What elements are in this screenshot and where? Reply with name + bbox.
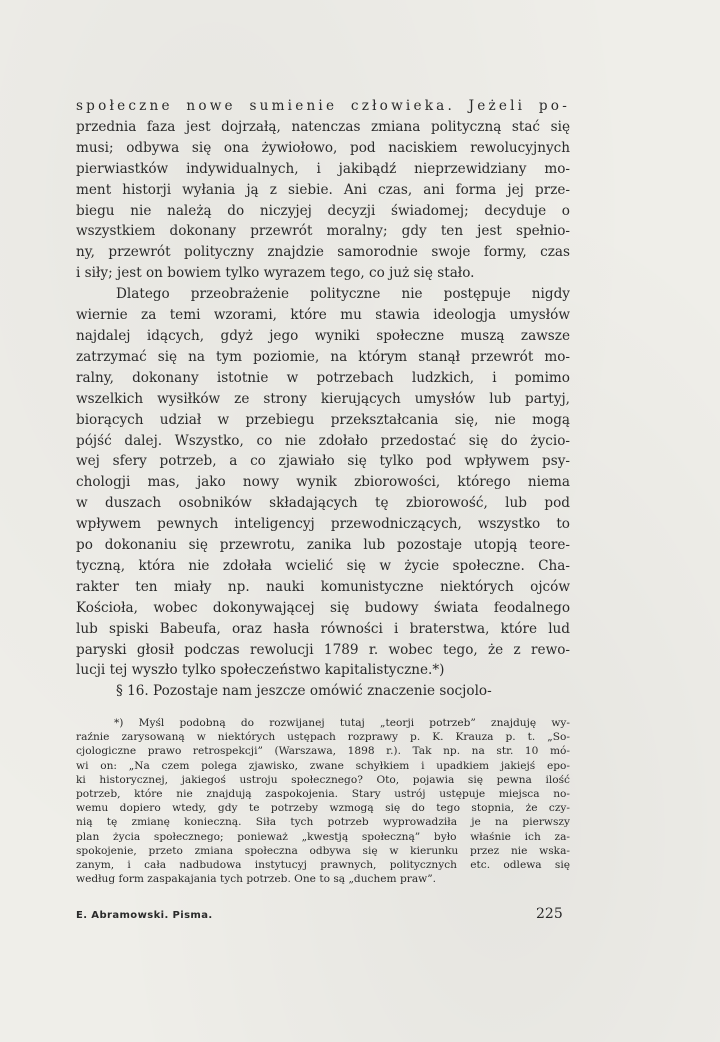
footnote-line: *) Myśl podobną do rozwijanej tutaj „teorji potrzeb” znajduję wy- (114, 717, 570, 729)
text-line: wiernie za temi wzorami, które mu stawia ideologja umysłów (76, 307, 570, 324)
text-line: ralny, dokonany istotnie w potrzebach ludzkich, i pomimo (76, 369, 570, 386)
text-line: pójść dalej. Wszystko, co nie zdołało przedostać się do życio- (76, 432, 570, 449)
main-text (76, 96, 570, 702)
footnote-line: spokojenie, przeto zmiana społeczna odbywa się w kierunku przez nie wska- (76, 844, 570, 857)
text-line: Dlatego przeobrażenie polityczne nie postępuje nigdy (116, 286, 570, 303)
text-line: wpływem pewnych inteligencyj przewodniczących, wszystko to (76, 516, 570, 533)
text-line: lub spiski Babeufa, oraz hasła równości i braterstwa, które lud (76, 620, 570, 637)
footnote-line: raźnie zarysowaną w niektórych ustępach rozprawy p. K. Krauza p. t. „So- (76, 731, 570, 744)
text-line: tyczną, która nie zdołała wcielić się w życie społeczne. Cha- (76, 557, 570, 574)
text-line: musi; odbywa się ona żywiołowo, pod naciskiem rewolucyjnych (76, 139, 570, 156)
text-line: wszelkich wysiłków ze strony kierujących umysłów lub partyj, (76, 390, 570, 407)
footnote-line: nią tę zmianę konieczną. Siła tych potrzeb wyprowadziła je na pierwszy (76, 816, 570, 829)
text-line: po dokonaniu się przewrotu, zanika lub pozostaje utopją teore- (76, 537, 570, 554)
text-line: ny, przewrót polityczny znajdzie samorodnie swoje formy, czas (76, 244, 570, 261)
footnote-line: plan życia społecznego; ponieważ „kwestją społeczną” było właśnie ich za- (76, 830, 570, 843)
text-line: pierwiastków indywidualnych, i jakibądź nieprzewidziany mo- (76, 160, 570, 177)
footnote-line: wi on: „Na czem polega zjawisko, zwane schyłkiem i upadkiem jakiejś epo- (76, 759, 570, 772)
text-line: biorących udział w przebiegu przekształcania się, nie mogą (76, 411, 570, 428)
footnote (76, 716, 570, 886)
text-line: i siły; jest on bowiem tylko wyrazem tego, co już się stało. (76, 265, 475, 282)
text-line: najdalej idących, gdyż jego wyniki społeczne muszą zawsze (76, 327, 570, 344)
page-number: 225 (536, 906, 563, 922)
text-line: lucji tej wyszło tylko społeczeństwo kapitalistyczne.*) (76, 662, 445, 679)
footnote-line: wemu dopiero wtedy, gdy te potrzeby wzmogą się do tego stopnia, że czy- (76, 802, 570, 815)
text-line: ment historji wyłania ją z siebie. Ani czas, ani forma jej prze- (76, 181, 570, 198)
text-line: rakter ten miały np. nauki komunistyczne niektórych ojców (76, 578, 570, 595)
footnote-line: zanym, i cała nadbudowa instytucyj prawnych, politycznych etc. odlewa się (76, 859, 570, 872)
text-line: chologji mas, jako nowy wynik zbiorowości, którego niema (76, 474, 570, 491)
footnote-line: według form zaspakajania tych potrzeb. One to są „duchem praw”. (76, 873, 436, 886)
text-line: paryski głosił podczas rewolucji 1789 r. wobec tego, że z rewo- (76, 641, 570, 658)
text-line: wej sfery potrzeb, a co zjawiało się tylko pod wpływem psy- (76, 453, 570, 470)
footnote-line: cjologiczne prawo retrospekcji” (Warszawa, 1898 r.). Tak np. na str. 10 mó- (76, 745, 570, 758)
footnote-line: ki historycznej, jakiegoś ustroju społecznego? Oto, pojawia się pewna ilość (76, 773, 570, 786)
text-line: wszystkiem dokonany przewrót moralny; gdy ten jest spełnio- (76, 223, 570, 240)
text-line: przednia faza jest dojrzałą, natenczas zmiana polityczną stać się (76, 118, 570, 135)
footer-author-title: E. Abramowski. Pisma. (76, 910, 213, 921)
text-line: Kościoła, wobec dokonywającej się budowy świata feodalnego (76, 599, 570, 616)
text-line: społeczne nowe sumienie człowieka. Jeżeli po- (76, 98, 570, 114)
text-line: w duszach osobników składających tę zbiorowość, lub pod (76, 495, 570, 512)
text-line: biegu nie należą do niczyjej decyzji świadomej; decyduje o (76, 202, 570, 219)
text-line: zatrzymać się na tym poziomie, na którym stanął przewrót mo- (76, 348, 570, 365)
text-line: § 16. Pozostaje nam jeszcze omówić znaczenie socjolo- (116, 683, 492, 700)
footnote-line: potrzeb, które nie znajdują zaspokojenia. Stary ustrój ustępuje miejsca no- (76, 788, 570, 801)
